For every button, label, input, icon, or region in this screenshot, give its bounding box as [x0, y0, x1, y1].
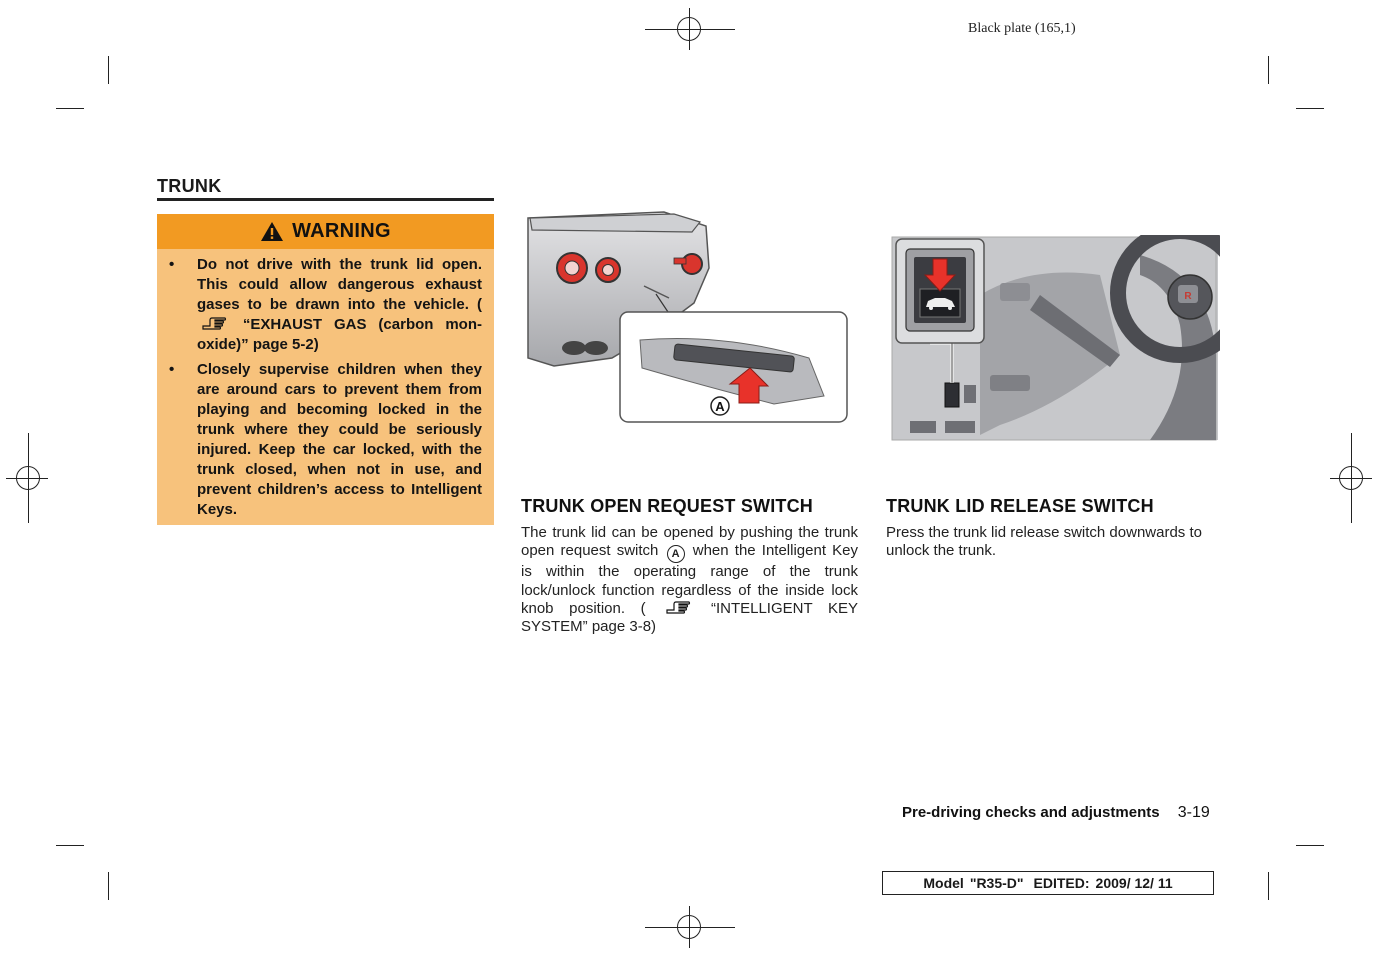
warning-triangle-icon — [260, 221, 284, 242]
page-number: 3-19 — [1177, 804, 1210, 821]
body-text: when the Intelligent Key is within the operating range of the trunk lock/unlock function regardless of the inside lock knob position. ( — [521, 542, 859, 618]
warning-box — [157, 214, 494, 525]
crop-mark — [1268, 872, 1269, 900]
registration-mark — [16, 466, 40, 490]
edited-label: EDITED: — [1033, 875, 1090, 891]
registration-mark — [1339, 466, 1363, 490]
warning-item-ref: “EXHAUST GAS (carbon mon-oxide)” page 5-2) — [197, 316, 482, 353]
release-switch-text: Press the trunk lid release switch downwards to unlock the trunk. — [886, 524, 1202, 560]
warning-item — [169, 360, 482, 520]
registration-mark — [677, 17, 701, 41]
pointing-hand-icon — [201, 316, 227, 332]
registration-mark — [677, 915, 701, 939]
warning-item-text: Do not drive with the trunk lid open. This could allow dangerous exhaust gases to be drawn into the vehicle. ( — [197, 256, 482, 313]
warning-item — [169, 255, 482, 355]
footer-section: Pre-driving checks and adjustments — [902, 804, 1160, 821]
crop-mark — [56, 108, 84, 109]
warning-label: WARNING — [292, 220, 391, 242]
svg-text:R: R — [1184, 291, 1192, 302]
crop-mark — [108, 872, 109, 900]
body-text: “INTELLIGENT KEY SYSTEM” page 3-8) — [521, 600, 859, 636]
pointing-hand-icon — [665, 600, 691, 616]
warning-header — [157, 214, 494, 249]
crop-mark — [1296, 845, 1324, 846]
warning-item-text: Closely supervise children when they are around cars to prevent them from playing and becoming locked in the trunk where they could be seriously injured. Keep the car locked, with the trunk closed, when not in use, and prevent children’s access to Intelligent Keys. — [197, 361, 482, 518]
callout-label: A — [715, 399, 725, 414]
model-label: Model — [923, 875, 964, 891]
crop-mark — [1296, 108, 1324, 109]
crop-mark — [1268, 56, 1269, 84]
edited-date: 2009/ 12/ 11 — [1095, 875, 1173, 891]
callout-a-icon: A — [667, 545, 685, 563]
model-code: "R35-D" — [969, 875, 1024, 891]
body-text: The trunk lid can be opened by pushing the trunk open request switch — [521, 524, 858, 560]
model-box — [882, 871, 1214, 895]
crop-mark — [108, 56, 109, 84]
page-title: TRUNK — [157, 176, 222, 196]
trunk-release-switch-illustration — [890, 235, 1220, 442]
crop-mark — [56, 845, 84, 846]
trunk-open-switch-illustration — [524, 208, 860, 453]
section-title-release-switch: TRUNK LID RELEASE SWITCH — [886, 496, 1154, 516]
title-divider — [157, 198, 494, 201]
page-footer — [902, 804, 1210, 822]
warning-list — [157, 255, 494, 520]
open-switch-text — [521, 524, 858, 637]
section-title-open-switch: TRUNK OPEN REQUEST SWITCH — [521, 496, 814, 516]
plate-label: Black plate (165,1) — [968, 21, 1076, 36]
